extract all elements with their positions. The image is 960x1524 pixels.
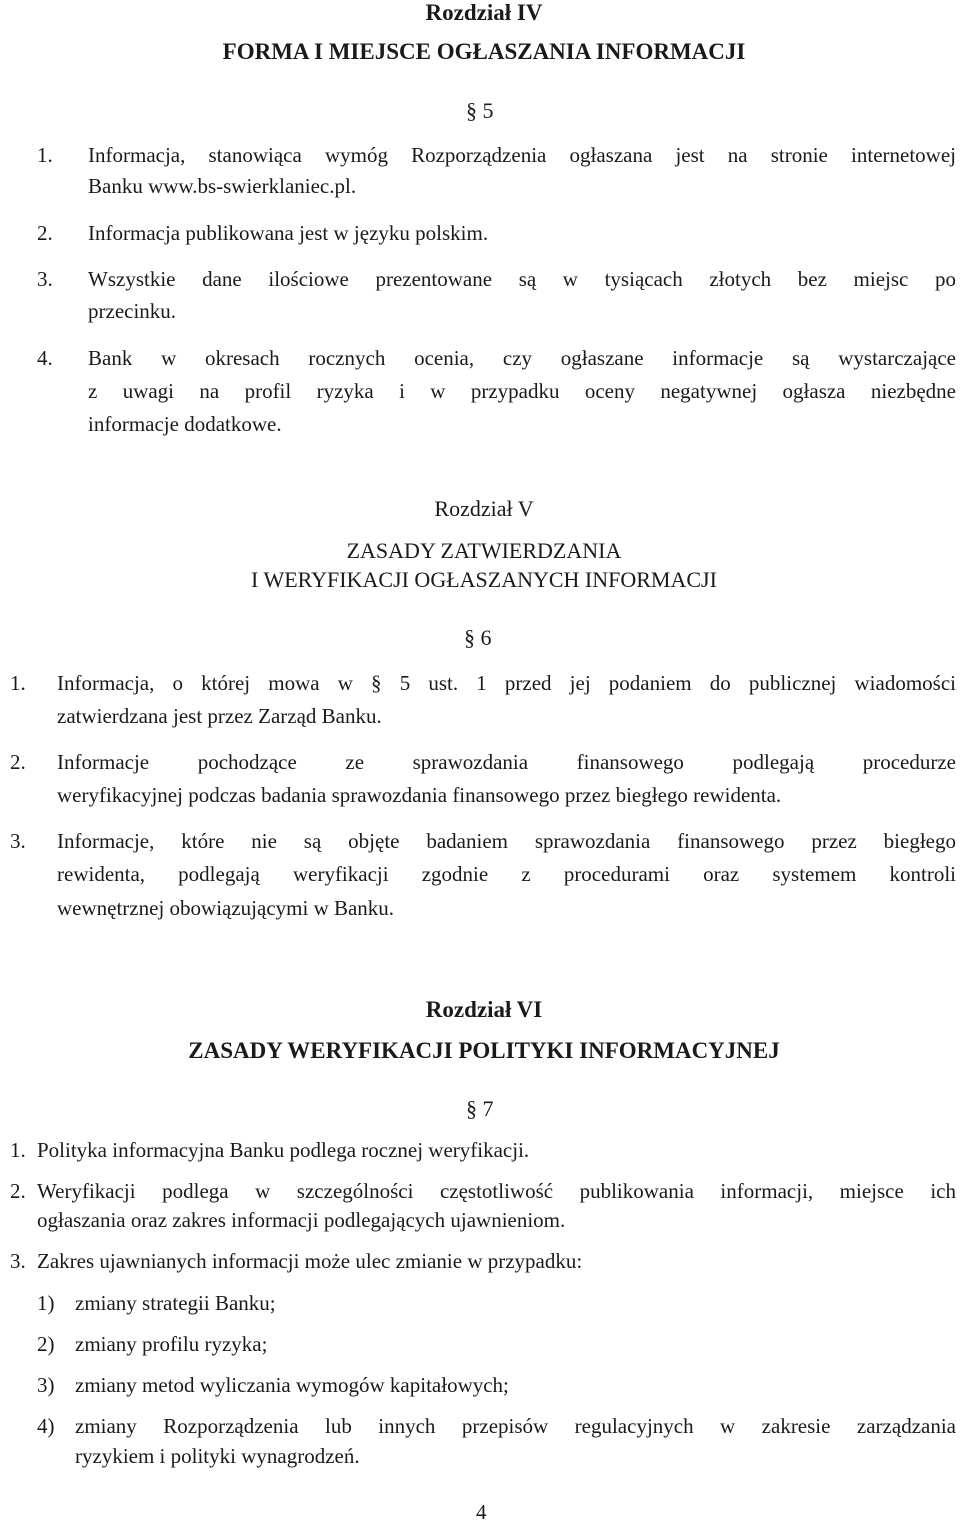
ch5-item-1-num: 1. [10, 671, 26, 695]
paragraph-7-mark: § 7 [466, 1096, 494, 1121]
ch4-item-4-line-3: informacje dodatkowe. [88, 412, 282, 436]
ch6-item-3-num: 3. [10, 1249, 26, 1273]
ch6-subitem-4-line-1: zmiany Rozporządzenia lub innych przepisów regulacyjnych w zakresie zarządzania [75, 1414, 956, 1438]
ch6-subitem-3-line-1: zmiany metod wyliczania wymogów kapitałowych; [75, 1373, 509, 1397]
ch5-item-1-line-1: Informacja, o której mowa w § 5 ust. 1 przed jej podaniem do publicznej wiadomości [57, 671, 956, 695]
ch4-item-1-line-2: Banku www.bs-swierklaniec.pl. [88, 174, 357, 198]
page-number: 4 [476, 1500, 487, 1524]
ch6-item-2-line-2: ogłaszania oraz zakres informacji podlegających ujawnieniom. [37, 1208, 566, 1232]
ch6-item-2-num: 2. [10, 1179, 26, 1203]
paragraph-5-mark: § 5 [466, 98, 494, 123]
ch4-item-2-num: 2. [37, 221, 53, 245]
ch5-item-3-line-2: rewidenta, podlegają weryfikacji zgodnie z procedurami oraz systemem kontroli [57, 862, 956, 886]
paragraph-6-mark: § 6 [464, 625, 492, 650]
ch4-item-1-line-1: Informacja, stanowiąca wymóg Rozporządzenia ogłaszana jest na stronie internetowej [88, 143, 956, 167]
ch6-subitem-1-line-1: zmiany strategii Banku; [75, 1291, 276, 1315]
ch4-item-3-num: 3. [37, 267, 53, 291]
ch6-subitem-2-num: 2) [37, 1332, 55, 1356]
ch5-item-3-line-3: wewnętrznej obowiązującymi w Banku. [57, 896, 395, 920]
chapter-4-title: FORMA I MIEJSCE OGŁASZANIA INFORMACJI [222, 39, 746, 64]
ch4-item-4-line-2: z uwagi na profil ryzyka i w przypadku oceny negatywnej ogłasza niezbędne [88, 379, 956, 403]
ch4-item-3-line-1: Wszystkie dane ilościowe prezentowane są w tysiącach złotych bez miejsc po [88, 267, 956, 291]
ch5-item-3-line-1: Informacje, które nie są objęte badaniem sprawozdania finansowego przez biegłego [57, 829, 956, 853]
ch6-item-1-num: 1. [10, 1138, 26, 1162]
ch6-subitem-4-line-2: ryzykiem i polityki wynagrodzeń. [75, 1444, 360, 1468]
ch5-item-2-line-1: Informacje pochodzące ze sprawozdania finansowego podlegają procedurze [57, 750, 956, 774]
ch5-item-2-line-2: weryfikacyjnej podczas badania sprawozdania finansowego przez biegłego rewidenta. [57, 783, 782, 807]
ch6-item-2-line-1: Weryfikacji podlega w szczególności częstotliwość publikowania informacji, miejsce ich [37, 1179, 956, 1203]
ch6-item-3-line-1: Zakres ujawnianych informacji może ulec zmianie w przypadku: [37, 1249, 583, 1273]
chapter-5-title-line-2: I WERYFIKACJI OGŁASZANYCH INFORMACJI [251, 567, 717, 592]
ch6-subitem-3-num: 3) [37, 1373, 55, 1397]
chapter-5-title-line-1: ZASADY ZATWIERDZANIA [346, 538, 622, 563]
ch6-subitem-4-num: 4) [37, 1414, 55, 1438]
ch4-item-1-num: 1. [37, 143, 53, 167]
chapter-6-title: ZASADY WERYFIKACJI POLITYKI INFORMACYJNEJ [188, 1038, 780, 1063]
ch4-item-2-line-1: Informacja publikowana jest w języku polskim. [88, 221, 489, 245]
ch4-item-3-line-2: przecinku. [88, 299, 177, 323]
chapter-6-heading: Rozdział VI [425, 997, 543, 1022]
ch4-item-4-num: 4. [37, 346, 53, 370]
chapter-5-heading: Rozdział V [434, 496, 534, 521]
chapter-4-heading: Rozdział IV [425, 0, 543, 25]
ch5-item-1-line-2: zatwierdzana jest przez Zarząd Banku. [57, 704, 382, 728]
ch6-subitem-1-num: 1) [37, 1291, 55, 1315]
ch6-subitem-2-line-1: zmiany profilu ryzyka; [75, 1332, 268, 1356]
ch6-item-1-line-1: Polityka informacyjna Banku podlega rocznej weryfikacji. [37, 1138, 530, 1162]
ch5-item-2-num: 2. [10, 750, 26, 774]
ch4-item-4-line-1: Bank w okresach rocznych ocenia, czy ogłaszane informacje są wystarczające [88, 346, 956, 370]
ch5-item-3-num: 3. [10, 829, 26, 853]
